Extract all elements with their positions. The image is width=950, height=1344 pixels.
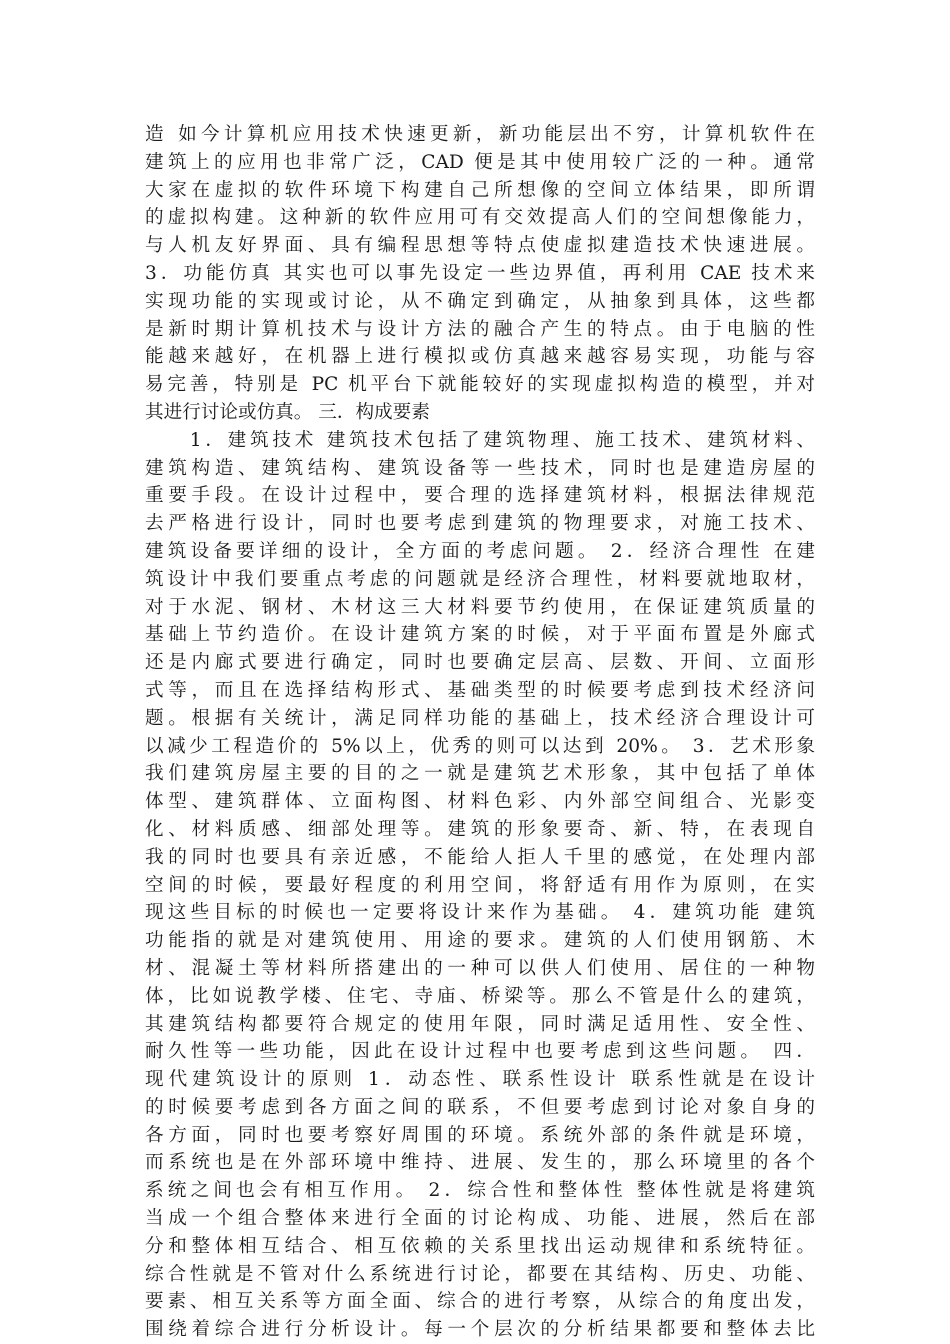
text-line: 我们建筑房屋主要的目的之一就是建筑艺术形象，其中包括了单体 xyxy=(145,763,815,785)
text-line: 空间的时候，要最好程度的利用空间，将舒适有用作为原则，在实 xyxy=(145,874,815,896)
text-line: 我的同时也要具有亲近感，不能给人拒人千里的感觉，在处理内部 xyxy=(145,846,815,868)
text-line: 的时候要考虑到各方面之间的联系，不但要考虑到讨论对象自身的 xyxy=(145,1096,815,1118)
text-line: 分和整体相互结合、相互依赖的关系里找出运动规律和系统特征。 xyxy=(145,1235,815,1257)
text-line: 要素、相互关系等方面全面、综合的进行考察，从综合的角度出发， xyxy=(145,1291,815,1313)
text-line: 综合性就是不管对什么系统进行讨论，都要在其结构、历史、功能、 xyxy=(145,1263,815,1285)
text-line: 现这些目标的时候也一定要将设计来作为基础。 4．建筑功能 建筑 xyxy=(145,902,815,924)
text-line: 材、混凝土等材料所搭建出的一种可以供人们使用、居住的一种物 xyxy=(145,957,815,979)
text-line: 围绕着综合进行分析设计。每一个层次的分析结果都要和整体去比 xyxy=(145,1319,815,1341)
text-line: 建筑构造、建筑结构、建筑设备等一些技术，同时也是建造房屋的 xyxy=(145,457,815,479)
text-line: 基础上节约造价。在设计建筑方案的时候，对于平面布置是外廊式 xyxy=(145,624,815,646)
text-line: 易完善，特别是 PC 机平台下就能较好的实现虚拟构造的模型，并对 xyxy=(145,374,815,396)
text-line: 体型、建筑群体、立面构图、材料色彩、内外部空间组合、光影变 xyxy=(145,791,815,813)
text-line: 题。根据有关统计，满足同样功能的基础上，技术经济合理设计可 xyxy=(145,707,815,729)
text-line: 化、材料质感、细部处理等。建筑的形象要奇、新、特，在表现自 xyxy=(145,818,815,840)
text-line: 能越来越好，在机器上进行模拟或仿真越来越容易实现，功能与容 xyxy=(145,346,815,368)
text-line: 体，比如说教学楼、住宅、寺庙、桥梁等。那么不管是什么的建筑， xyxy=(145,985,815,1007)
text-line: 与人机友好界面、具有编程思想等特点使虚拟建造技术快速进展。 xyxy=(145,235,815,257)
text-line: 现代建筑设计的原则 1．动态性、联系性设计 联系性就是在设计 xyxy=(145,1069,815,1091)
text-line: 功能指的就是对建筑使用、用途的要求。建筑的人们使用钢筋、木 xyxy=(145,930,815,952)
text-line: 3．功能仿真 其实也可以事先设定一些边界值，再利用 CAE 技术来 xyxy=(145,262,815,284)
text-line: 筑设计中我们要重点考虑的问题就是经济合理性，材料要就地取材， xyxy=(145,568,815,590)
text-line: 实现功能的实现或讨论，从不确定到确定，从抽象到具体，这些都 xyxy=(145,290,815,312)
text-line: 当成一个组合整体来进行全面的讨论构成、功能、进展，然后在部 xyxy=(145,1208,815,1230)
text-line: 其进行讨论或仿真。 三．构成要素 xyxy=(145,401,430,423)
text-line: 建筑设备要详细的设计，全方面的考虑问题。 2．经济合理性 在建 xyxy=(145,540,815,562)
text-line: 大家在虚拟的软件环境下构建自己所想像的空间立体结果，即所谓 xyxy=(145,179,815,201)
text-line: 重要手段。在设计过程中，要合理的选择建筑材料，根据法律规范 xyxy=(145,485,815,507)
text-line: 还是内廊式要进行确定，同时也要确定层高、层数、开间、立面形 xyxy=(145,652,815,674)
text-line: 式等，而且在选择结构形式、基础类型的时候要考虑到技术经济问 xyxy=(145,679,815,701)
text-line: 耐久性等一些功能，因此在设计过程中也要考虑到这些问题。 四． xyxy=(145,1041,815,1063)
text-line: 而系统也是在外部环境中维持、进展、发生的，那么环境里的各个 xyxy=(145,1152,815,1174)
text-line: 去严格进行设计，同时也要考虑到建筑的物理要求，对施工技术、 xyxy=(145,513,815,535)
text-line: 各方面，同时也要考察好周围的环境。系统外部的条件就是环境， xyxy=(145,1124,815,1146)
text-line: 对于水泥、钢材、木材这三大材料要节约使用，在保证建筑质量的 xyxy=(145,596,815,618)
text-line: 造 如今计算机应用技术快速更新，新功能层出不穷，计算机软件在 xyxy=(145,124,815,145)
text-line: 以减少工程造价的 5%以上，优秀的则可以达到 20%。 3．艺术形象 xyxy=(145,735,815,757)
text-line: 其建筑结构都要符合规定的使用年限，同时满足适用性、安全性、 xyxy=(145,1013,815,1035)
text-line: 建筑上的应用也非常广泛，CAD 便是其中使用较广泛的一种。通常 xyxy=(145,151,815,173)
text-line: 1．建筑技术 建筑技术包括了建筑物理、施工技术、建筑材料、 xyxy=(145,429,815,451)
body-text xyxy=(145,121,815,1344)
text-line: 系统之间也会有相互作用。 2．综合性和整体性 整体性就是将建筑 xyxy=(145,1180,815,1202)
text-line: 的虚拟构建。这种新的软件应用可有交效提高人们的空间想像能力， xyxy=(145,207,815,229)
text-line: 是新时期计算机技术与设计方法的融合产生的特点。由于电脑的性 xyxy=(145,318,815,340)
